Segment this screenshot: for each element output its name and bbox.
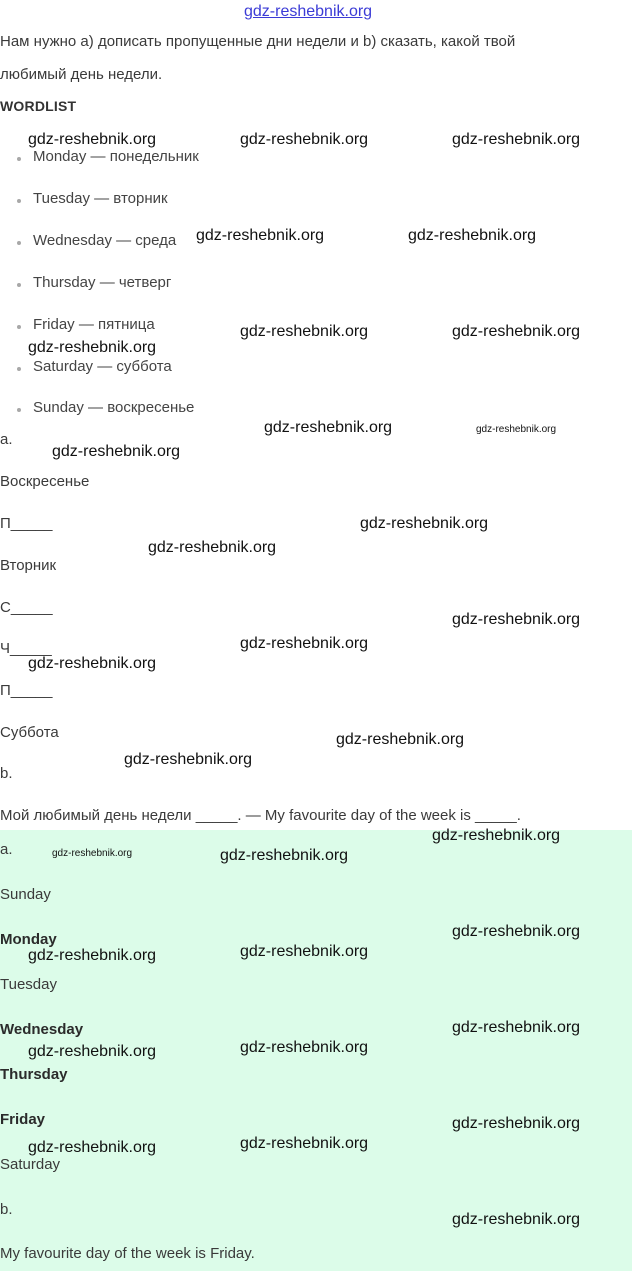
bullet-dot [17,367,21,371]
watermark: gdz-reshebnik.org [220,847,349,864]
exercise-b-text: Мой любимый день недели _____. — My favourite day of the week is _____. [0,807,521,824]
watermark: gdz-reshebnik.org [264,419,393,436]
watermark: gdz-reshebnik.org [336,731,465,748]
exercise-line: П_____ [0,682,53,699]
bullet-dot [17,283,21,287]
bullet-dot [17,408,21,412]
bullet-dot [17,325,21,329]
watermark: gdz-reshebnik.org [452,323,581,340]
watermark: gdz-reshebnik.org [196,227,325,244]
exercise-line: С_____ [0,599,53,616]
watermark: gdz-reshebnik.org [28,1139,157,1156]
watermark: gdz-reshebnik.org [432,827,561,844]
exercise-line: Воскресенье [0,473,90,490]
watermark: gdz-reshebnik.org [240,1135,369,1152]
watermark: gdz-reshebnik.org [240,323,369,340]
wordlist-item: Thursday — четверг [33,274,172,291]
watermark: gdz-reshebnik.org [452,1211,581,1228]
watermark: gdz-reshebnik.org [52,848,133,859]
watermark: gdz-reshebnik.org [240,1039,369,1056]
watermark: gdz-reshebnik.org [452,1019,581,1036]
watermark: gdz-reshebnik.org [28,339,157,356]
watermark: gdz-reshebnik.org [240,635,369,652]
exercise-a-label: a. [0,431,13,448]
wordlist-item: Friday — пятница [33,316,155,333]
answer-day-filled: Wednesday [0,1021,84,1038]
watermark: gdz-reshebnik.org [28,131,157,148]
bullet-dot [17,157,21,161]
answer-day: Tuesday [0,976,57,993]
watermark: gdz-reshebnik.org [452,131,581,148]
wordlist-item: Monday — понедельник [33,148,199,165]
watermark: gdz-reshebnik.org [452,611,581,628]
wordlist-item: Wednesday — среда [33,232,177,249]
watermark: gdz-reshebnik.org [148,539,277,556]
answer-day: Saturday [0,1156,61,1173]
task-line-2: любимый день недели. [0,66,163,83]
watermark: gdz-reshebnik.org [240,943,369,960]
watermark: gdz-reshebnik.org [360,515,489,532]
wordlist-item: Tuesday — вторник [33,190,168,207]
exercise-line: Вторник [0,557,57,574]
exercise-b-label: b. [0,765,13,782]
exercise-line: П_____ [0,515,53,532]
watermark: gdz-reshebnik.org [28,947,157,964]
watermark: gdz-reshebnik.org [28,1043,157,1060]
watermark-top-link[interactable]: gdz-reshebnik.org [244,3,373,20]
watermark: gdz-reshebnik.org [240,131,369,148]
wordlist-item: Sunday — воскресенье [33,399,195,416]
exercise-line: Суббота [0,724,59,741]
watermark: gdz-reshebnik.org [476,424,557,435]
answer-day-filled: Thursday [0,1066,68,1083]
answer-day-filled: Monday [0,931,57,948]
answer-day: Sunday [0,886,51,903]
watermark: gdz-reshebnik.org [28,655,157,672]
watermark: gdz-reshebnik.org [52,443,181,460]
wordlist-item: Saturday — суббота [33,358,172,375]
watermark: gdz-reshebnik.org [452,1115,581,1132]
answer-a-label: a. [0,841,13,858]
answer-b-text: My favourite day of the week is Friday. [0,1245,255,1262]
answer-day-filled: Friday [0,1111,46,1128]
wordlist-title: WORDLIST [0,98,77,114]
task-line-1: Нам нужно a) дописать пропущенные дни недели и b) сказать, какой твой [0,33,516,50]
watermark: gdz-reshebnik.org [408,227,537,244]
answer-b-label: b. [0,1201,13,1218]
exercise-line: Ч_____ [0,640,52,657]
bullet-dot [17,199,21,203]
watermark: gdz-reshebnik.org [124,751,253,768]
bullet-dot [17,241,21,245]
watermark: gdz-reshebnik.org [452,923,581,940]
